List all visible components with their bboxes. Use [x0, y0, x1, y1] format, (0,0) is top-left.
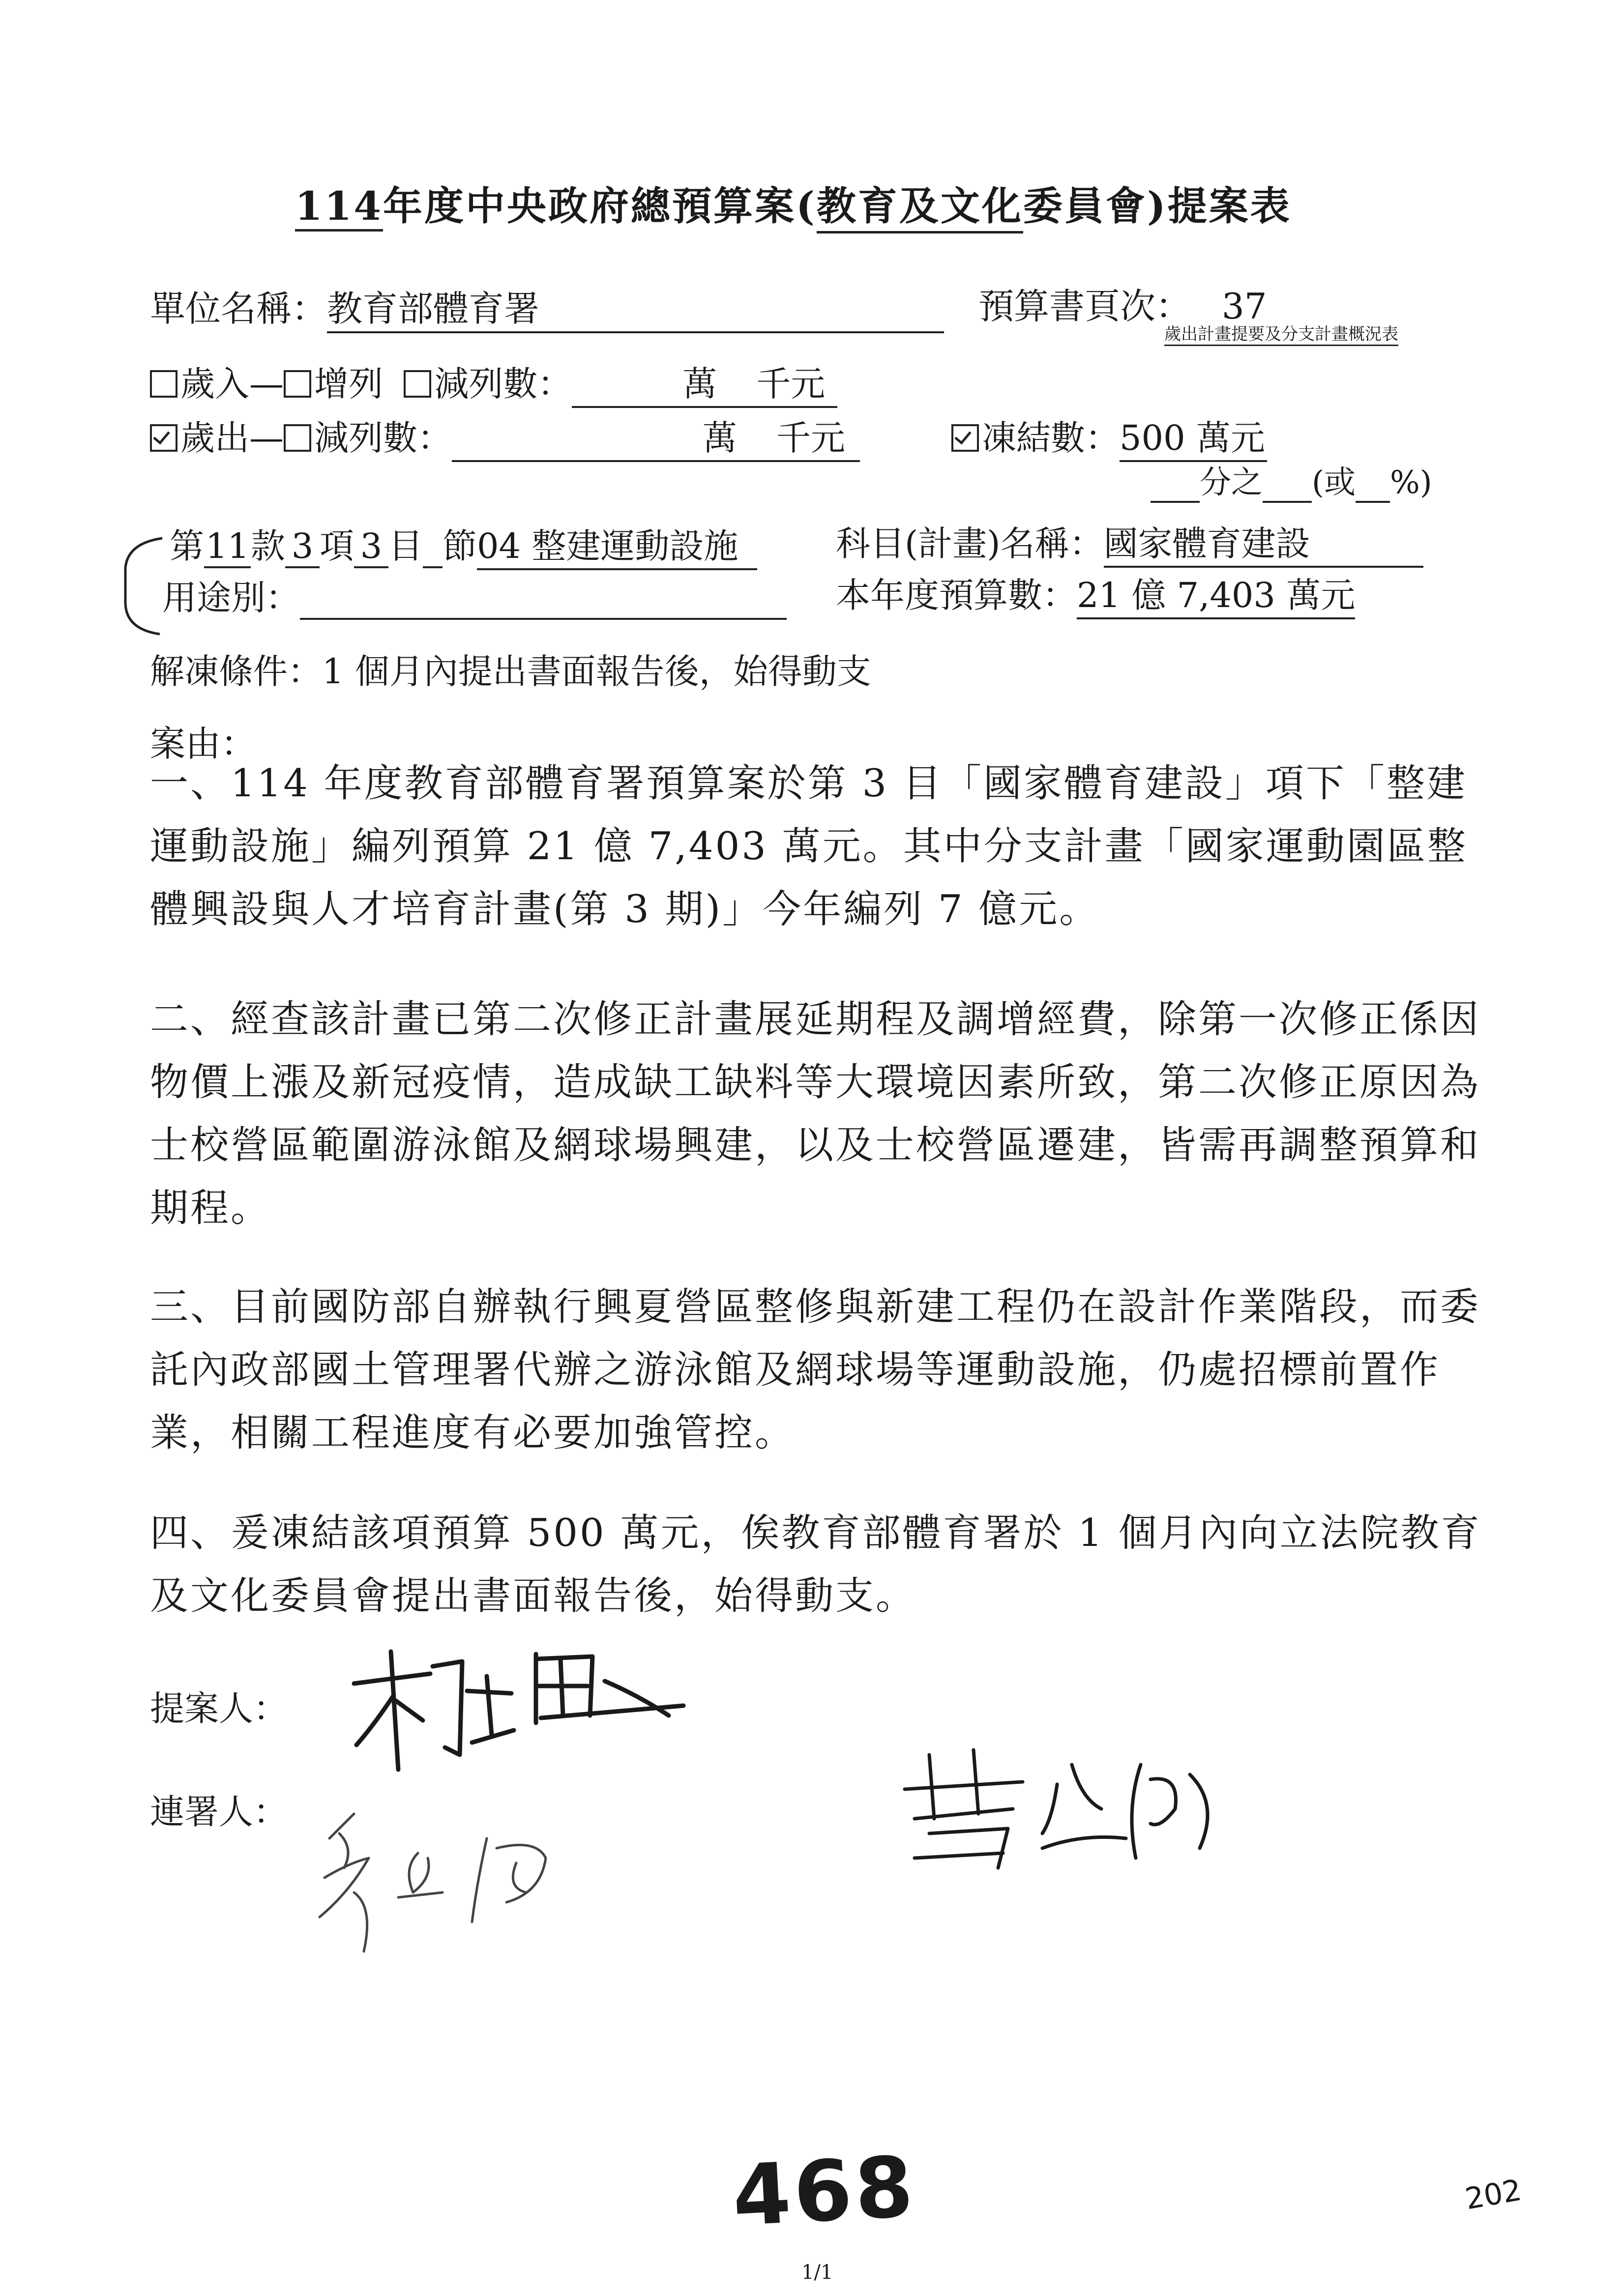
expense-checkbox[interactable]: [150, 424, 177, 452]
usage-row: [162, 570, 787, 620]
expense-unit1: 萬: [703, 418, 737, 458]
budget-value: 21 億 7,403 萬元: [1077, 568, 1355, 619]
subject-row: [836, 516, 1423, 568]
handwritten-page-number: 468: [730, 2138, 918, 2245]
item-jie: 04 整建運動設施: [477, 519, 757, 570]
paragraph-3: 三、目前國防部自辦執行興夏營區整修與新建工程仍在設計作業階段，而委託內政部國土管理署代辦之游泳館及網球場等運動設施，仍處招標前置作業，相關工程進度有必要加強管控。: [150, 1285, 1481, 1455]
budget-row: [836, 568, 1355, 619]
revenue-decrease-checkbox[interactable]: [404, 370, 431, 398]
revenue-checkbox[interactable]: [150, 370, 177, 398]
expense-row: [150, 410, 860, 462]
subject-label: 科目(計畫)名稱：: [836, 523, 1104, 564]
paragraph-2: 二、經查該計畫已第二次修正計畫展延期程及調增經費，除第一次修正係因物價上漲及新冠疫情，造成缺工缺料等大環境因素所致，第二次修正原因為士校營區範圍游泳館及網球場興建，以及士校營區遷建，皆需再調整預算和期程。: [150, 997, 1481, 1230]
item-kuan: 11: [204, 526, 251, 568]
freeze-label: 凍結數：: [982, 418, 1120, 458]
budget-label: 本年度預算數：: [836, 575, 1077, 615]
revenue-increase-checkbox[interactable]: [284, 370, 311, 398]
form-title: [295, 174, 1292, 233]
expense-opt2: 減列數：: [314, 418, 452, 458]
usage-value: [300, 578, 787, 620]
freeze-checkbox[interactable]: [951, 424, 979, 452]
fraction-row: [1151, 457, 1432, 503]
freeze-row: [951, 410, 1267, 462]
title-part1: 年度中央政府總預算案(: [383, 183, 817, 229]
title-part2: 委員會)提案表: [1023, 183, 1292, 229]
subject-value: 國家體育建設: [1104, 516, 1423, 568]
revenue-opt1: 歲入—: [180, 364, 284, 404]
paragraph-4: 四、爰凍結該項預算 500 萬元，俟教育部體育署於 1 個月內向立法院教育及文化委員會提出書面報告後，始得動支。: [150, 1511, 1481, 1618]
fraction-3: %): [1389, 465, 1432, 501]
proposer-label: 提案人：: [150, 1688, 288, 1729]
proposer-signature: [344, 1637, 698, 1781]
item-mu: 3: [354, 526, 388, 568]
handwritten-corner-number: 202: [1462, 2173, 1524, 2217]
usage-label: 用途別：: [162, 578, 300, 618]
item-xiang: 3: [285, 526, 320, 568]
title-committee: 教育及文化: [817, 174, 1023, 233]
title-year: 114: [295, 183, 383, 232]
expense-decrease-checkbox[interactable]: [284, 424, 311, 452]
fraction-2: (或: [1312, 465, 1356, 501]
page-label: 預算書頁次：: [978, 286, 1191, 327]
unit-value: 教育部體育署: [327, 280, 944, 333]
revenue-row: [150, 356, 837, 408]
expense-opt1: 歲出—: [180, 418, 284, 458]
page-value: 37: [1221, 286, 1267, 327]
cosigner-signature-2: [895, 1735, 1318, 1885]
condition-value: 1 個月內提出書面報告後，始得動支: [322, 651, 871, 692]
unit-row: [150, 280, 944, 333]
condition-row: [150, 644, 871, 694]
page-note: 歲出計畫提要及分支計畫概況表: [1164, 320, 1398, 346]
revenue-amount-line: [572, 356, 837, 408]
unit-label: 單位名稱：: [150, 288, 327, 329]
cosigner-signature-1: [310, 1794, 654, 1963]
revenue-opt2: 增列: [314, 364, 383, 404]
reason-label: 案由：: [150, 723, 257, 764]
paragraph-1: 一、114 年度教育部體育署預算案於第 3 目「國家體育建設」項下「整建運動設施」編列預算 21 億 7,403 萬元。其中分支計畫「國家運動園區整體興設與人才培育計畫(第 3 期)」今年編列 7 億元。: [150, 761, 1468, 931]
revenue-unit1: 萬: [682, 364, 717, 404]
item-row: 第11款 3 項 3 目 節04 整建運動設施: [170, 519, 757, 570]
revenue-unit2: 千元: [756, 364, 826, 404]
expense-amount-line: [452, 410, 860, 462]
cosigner-label: 連署人：: [150, 1792, 288, 1832]
condition-label: 解凍條件：: [150, 651, 322, 692]
footer-page: 1/1: [801, 2261, 833, 2284]
expense-unit2: 千元: [776, 418, 845, 458]
revenue-opt3: 減列數：: [434, 364, 572, 404]
fraction-1: 分之: [1200, 465, 1263, 501]
freeze-value: 500 萬元: [1120, 410, 1267, 462]
